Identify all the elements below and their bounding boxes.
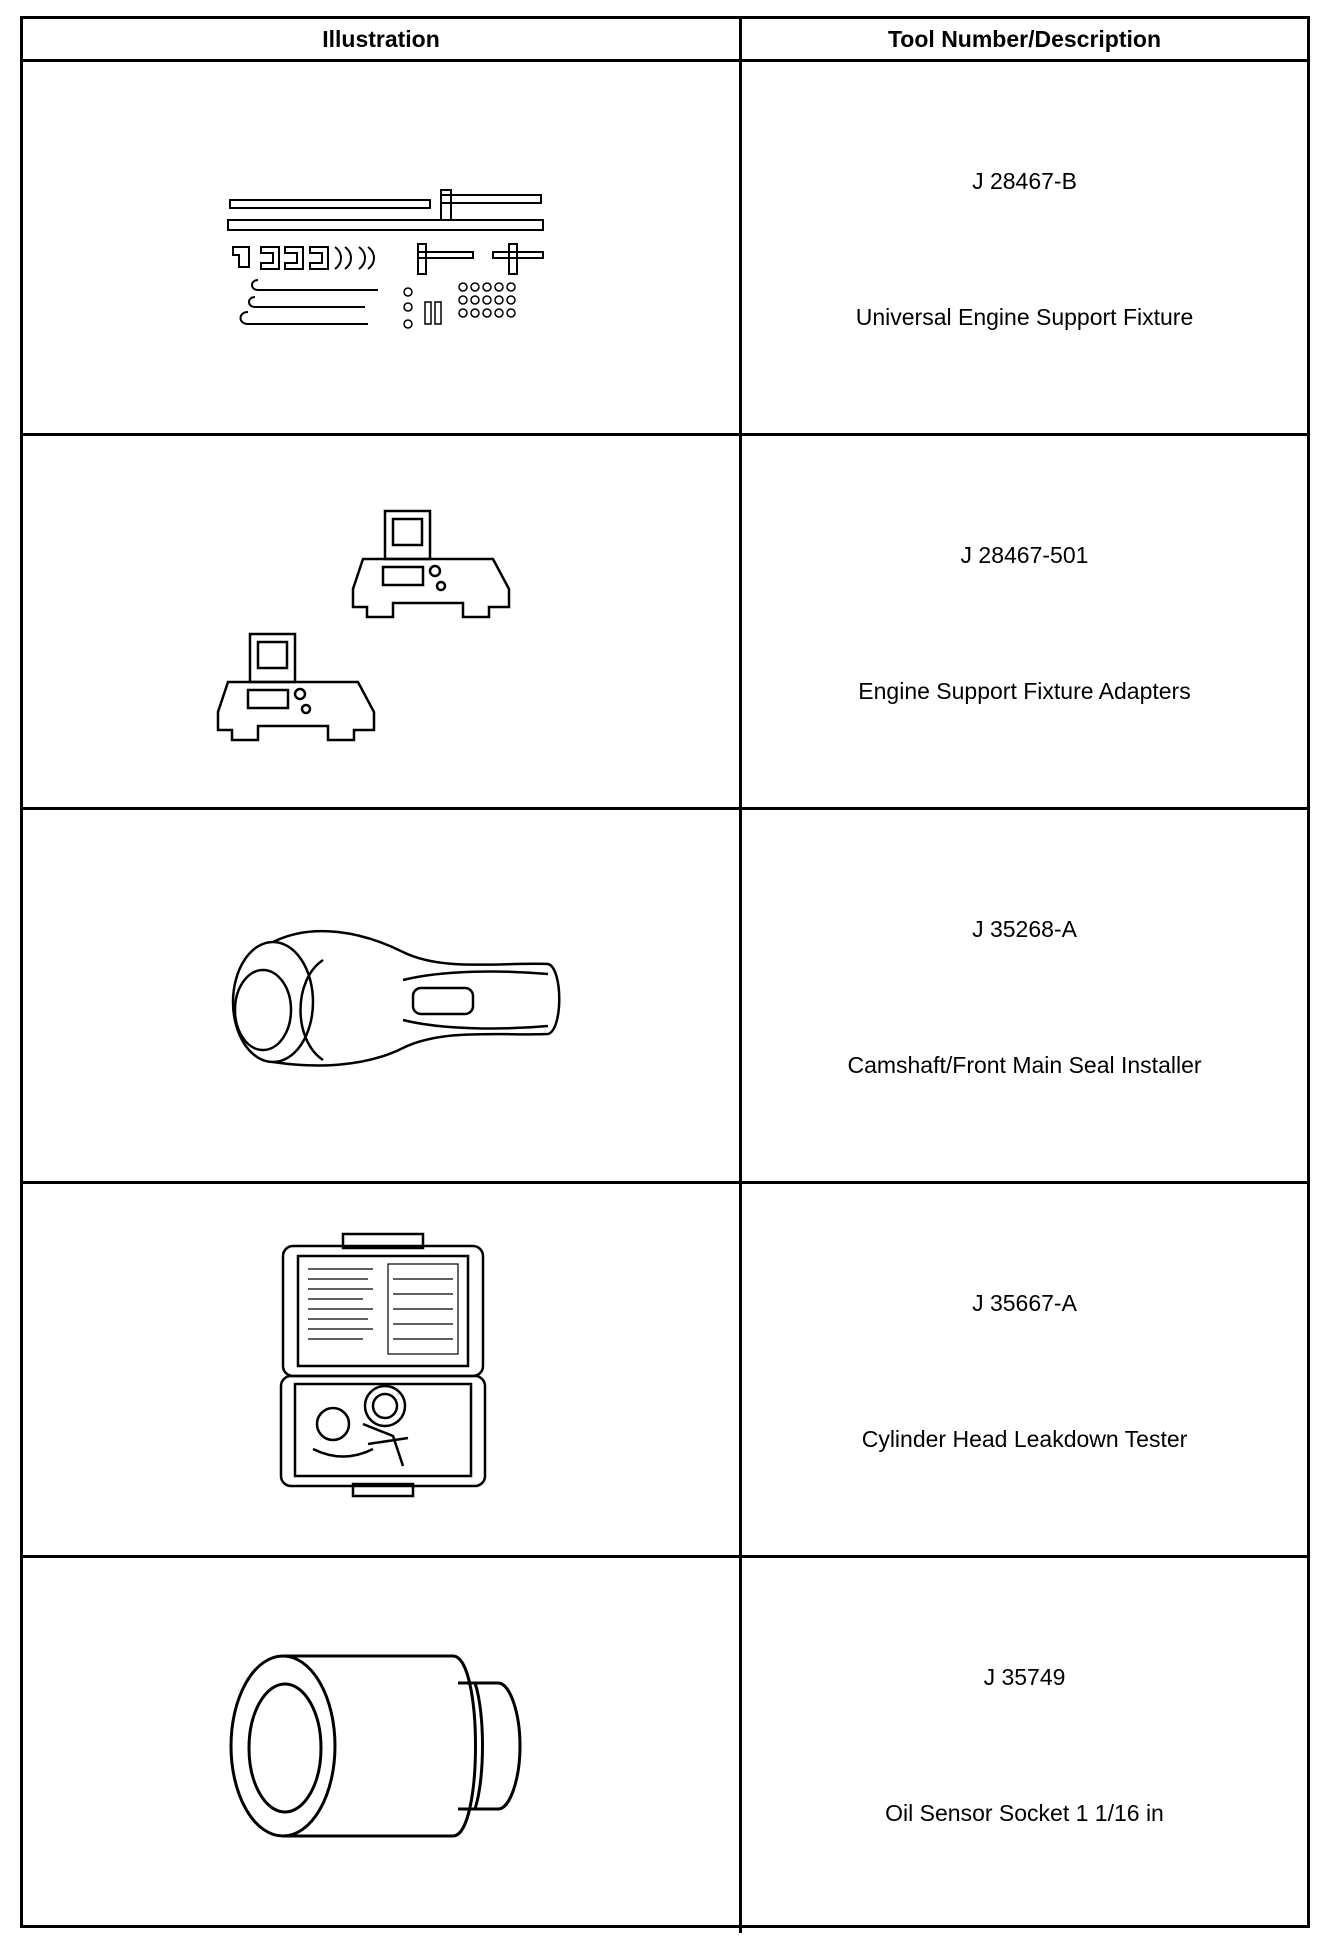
engine-support-fixture-kit-icon — [23, 62, 742, 433]
table-row — [23, 1184, 1307, 1558]
tool-name: Oil Sensor Socket 1 1/16 in — [885, 1800, 1164, 1826]
tool-description-cell — [742, 436, 1307, 807]
tool-name: Engine Support Fixture Adapters — [858, 678, 1191, 704]
tool-number: J 35268-A — [972, 916, 1077, 942]
table-row — [23, 1558, 1307, 1933]
header-illustration: Illustration — [23, 19, 742, 59]
tool-name: Camshaft/Front Main Seal Installer — [847, 1052, 1202, 1078]
fixture-adapters-icon — [23, 436, 742, 807]
tool-name: Cylinder Head Leakdown Tester — [861, 1426, 1188, 1452]
tool-description-cell — [742, 1558, 1307, 1933]
header-description: Tool Number/Description — [887, 25, 1162, 52]
table-row — [23, 810, 1307, 1184]
tool-number: J 28467-501 — [960, 542, 1089, 568]
table-row — [23, 436, 1307, 810]
tool-description-cell — [742, 810, 1307, 1181]
tool-name: Universal Engine Support Fixture — [855, 304, 1194, 330]
table-header — [23, 19, 1307, 62]
seal-installer-icon — [23, 810, 742, 1181]
tool-number: J 35749 — [983, 1664, 1066, 1690]
table-row — [23, 62, 1307, 436]
tool-number: J 28467-B — [972, 168, 1077, 194]
oil-sensor-socket-icon — [23, 1558, 742, 1933]
special-tools-table — [20, 16, 1310, 1928]
tool-description-cell — [742, 62, 1307, 433]
tool-description-cell — [742, 1184, 1307, 1555]
tool-number: J 35667-A — [972, 1290, 1077, 1316]
leakdown-tester-case-icon — [23, 1184, 742, 1555]
